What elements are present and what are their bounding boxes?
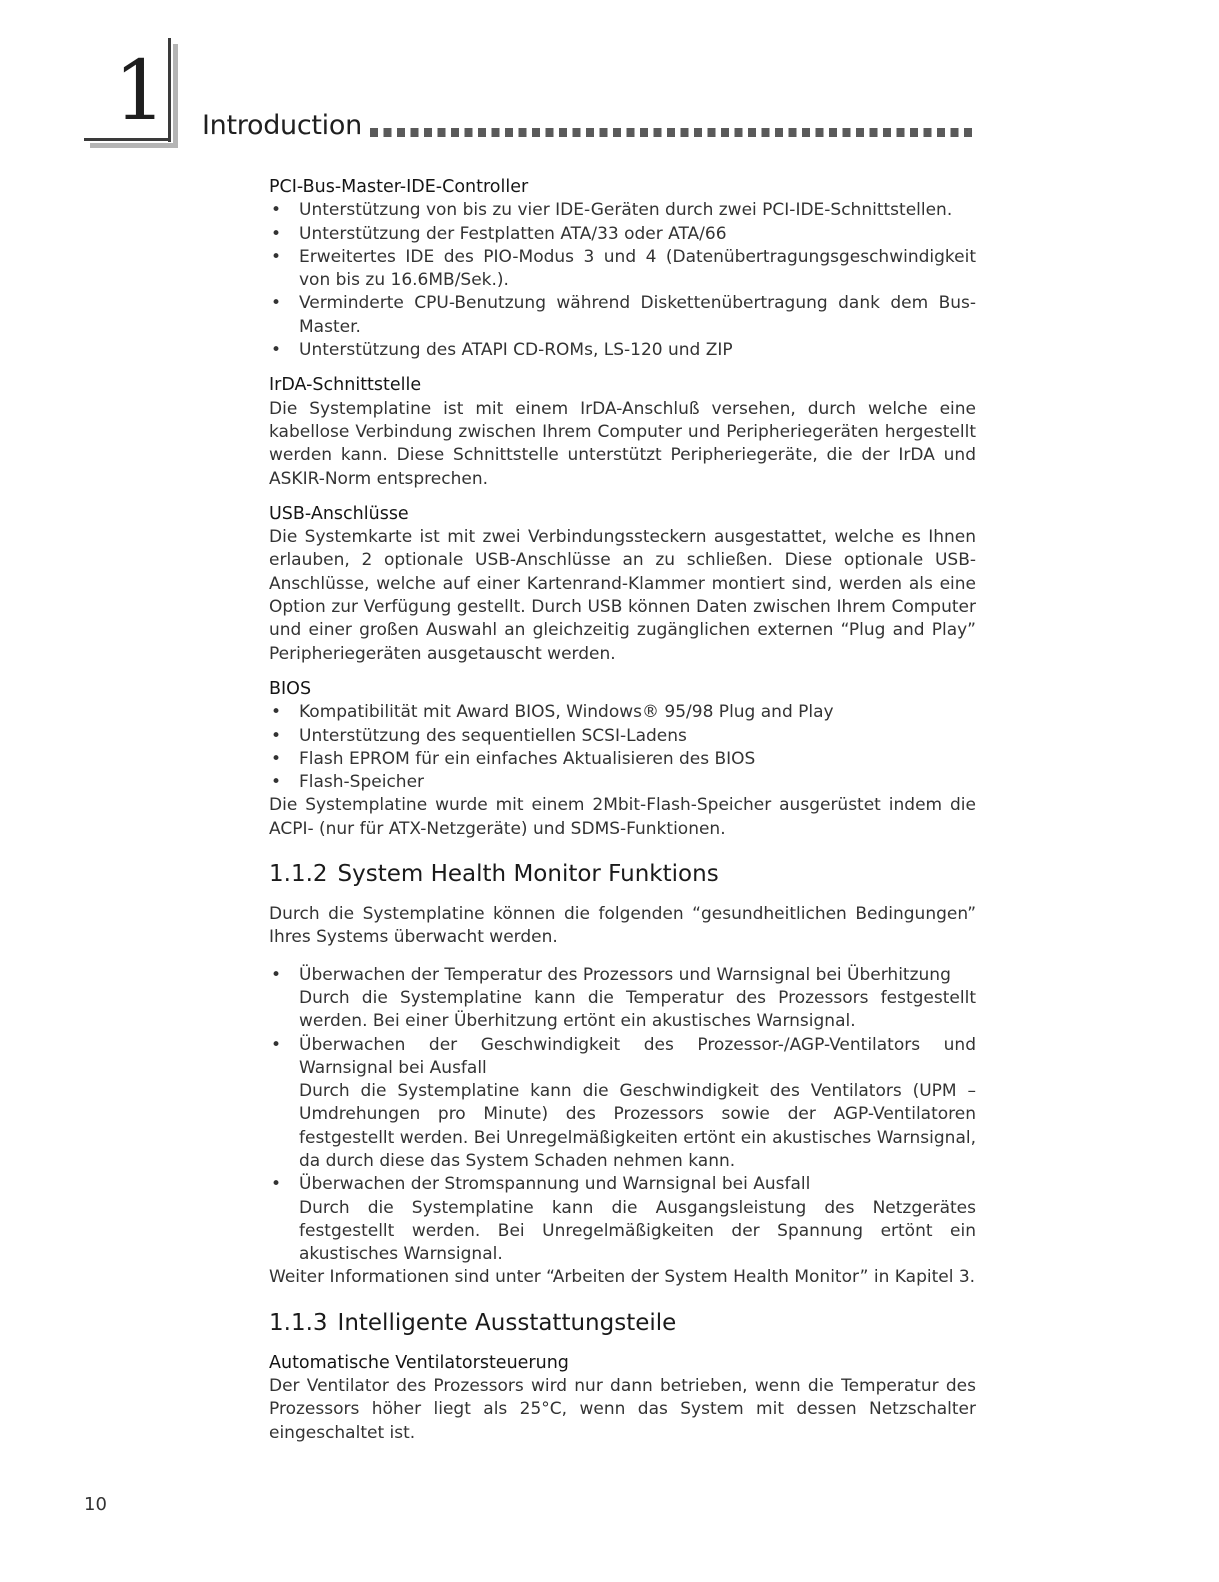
- section-bios: [269, 678, 976, 841]
- list-item-title: Überwachen der Geschwindigkeit des Prozessor-/AGP-Ventilators und Warnsignal bei Ausfall: [299, 1034, 976, 1078]
- pci-ide-list: [269, 199, 976, 362]
- list-item: • Erweitertes IDE des PIO-Modus 3 und 4 (Datenübertragungsgeschwindigkeit von bis zu 16.6MB/Sek.).: [269, 246, 976, 293]
- section-usb: [269, 503, 976, 666]
- list-item: [269, 1173, 976, 1266]
- chapter-number: 1: [113, 44, 167, 139]
- bios-heading: BIOS: [269, 678, 312, 699]
- list-item: • Unterstützung des sequentiellen SCSI-Ladens: [269, 725, 976, 748]
- list-item: • Unterstützung des ATAPI CD-ROMs, LS-120 und ZIP: [269, 339, 976, 362]
- section-irda: [269, 374, 976, 490]
- irda-heading: IrDA-Schnittstelle: [269, 375, 422, 396]
- list-item: • Unterstützung von bis zu vier IDE-Geräten durch zwei PCI-IDE-Schnittstellen.: [269, 199, 976, 222]
- page-number: 10: [84, 1494, 107, 1515]
- list-item: • Verminderte CPU-Benutzung während Diskettenübertragung dank dem Bus-Master.: [269, 292, 976, 339]
- health-intro: Durch die Systemplatine können die folgenden “gesundheitlichen Bedingungen” Ihres Systems überwacht werden.: [269, 904, 976, 948]
- fan-control-heading: Automatische Ventilatorsteuerung: [269, 1352, 569, 1373]
- list-item: • Kompatibilität mit Award BIOS, Windows® 95/98 Plug and Play: [269, 701, 976, 724]
- bios-list: [269, 701, 976, 794]
- section-heading-intelligent: [269, 1308, 976, 1338]
- list-item-desc: Durch die Systemplatine kann die Geschwindigkeit des Ventilators (UPM – Umdrehungen pro Minute) des Prozessors sowie der AGP-Ventilatoren festgestellt werden. Bei Unregelmäßigkeiten ertönt ein akustisches Warnsignal, da durch diese das System Schaden nehmen kann.: [299, 1081, 976, 1171]
- list-item-title: Überwachen der Stromspannung und Warnsignal bei Ausfall: [299, 1174, 811, 1195]
- health-outro: Weiter Informationen sind unter “Arbeiten der System Health Monitor” in Kapitel 3.: [269, 1267, 976, 1288]
- chapter-title: Introduction: [202, 110, 362, 141]
- section-heading-health-monitor: [269, 859, 976, 889]
- list-item: • Flash EPROM für ein einfaches Aktualisieren des BIOS: [269, 748, 976, 771]
- section-number: 1.1.3: [269, 1309, 328, 1336]
- title-dot-leader: [370, 128, 976, 137]
- list-item: [269, 1034, 976, 1174]
- bios-text: Die Systemplatine wurde mit einem 2Mbit-Flash-Speicher ausgerüstet indem die ACPI- (nur für ATX-Netzgeräte) und SDMS-Funktionen.: [269, 795, 976, 839]
- chapter-marker-shadow-horizontal: [90, 143, 178, 148]
- list-item-desc: Durch die Systemplatine kann die Ausgangsleistung des Netzgerätes festgestellt werden. Bei Unregelmäßigkeiten der Spannung ertönt ein akustisches Warnsignal.: [299, 1197, 976, 1265]
- section-number: 1.1.2: [269, 861, 328, 888]
- page-content: [269, 176, 976, 1445]
- list-item-title: Überwachen der Temperatur des Prozessors und Warnsignal bei Überhitzung: [299, 964, 951, 985]
- section-title: Intelligente Ausstattungsteile: [337, 1309, 677, 1336]
- irda-text: Die Systemplatine ist mit einem IrDA-Anschluß versehen, durch welche eine kabellose Verbindung zwischen Ihrem Computer und Peripheriegeräten hergestellt werden kann. Diese Schnittstelle unterstützt Peripheriegeräte, die der IrDA und ASKIR-Norm entsprechen.: [269, 398, 976, 489]
- section-title: System Health Monitor Funktions: [337, 861, 719, 888]
- list-item: • Flash-Speicher: [269, 771, 976, 794]
- list-item-desc: Durch die Systemplatine kann die Temperatur des Prozessors festgestellt werden. Bei einer Überhitzung ertönt ein akustisches Warnsignal.: [299, 987, 976, 1032]
- usb-heading: USB-Anschlüsse: [269, 503, 409, 524]
- health-list: [269, 964, 976, 1267]
- list-item: • Unterstützung der Festplatten ATA/33 oder ATA/66: [269, 223, 976, 246]
- section-pci-ide: [269, 176, 976, 362]
- list-item: [269, 964, 976, 1034]
- pci-ide-heading: PCI-Bus-Master-IDE-Controller: [269, 177, 529, 197]
- usb-text: Die Systemkarte ist mit zwei Verbindungssteckern ausgestattet, welche es Ihnen erlauben, 2 optionale USB-Anschlüsse an zu schließen. Diese optionale USB-Anschlüsse, welche auf einer Kartenrand-Klammer montiert sind, werden als eine Option zur Verfügung gestellt. Durch USB können Daten zwischen Ihrem Computer und einer großen Auswahl an gleichzeitig zugänglichen externen “Plug and Play” Peripheriegeräten ausgetauscht werden.: [269, 527, 976, 664]
- fan-control-text: Der Ventilator des Prozessors wird nur dann betrieben, wenn die Temperatur des Prozessors höher liegt als 25°C, wenn das System mit dessen Netzschalter eingeschaltet ist.: [269, 1376, 976, 1443]
- chapter-marker-shadow-vertical: [173, 44, 178, 148]
